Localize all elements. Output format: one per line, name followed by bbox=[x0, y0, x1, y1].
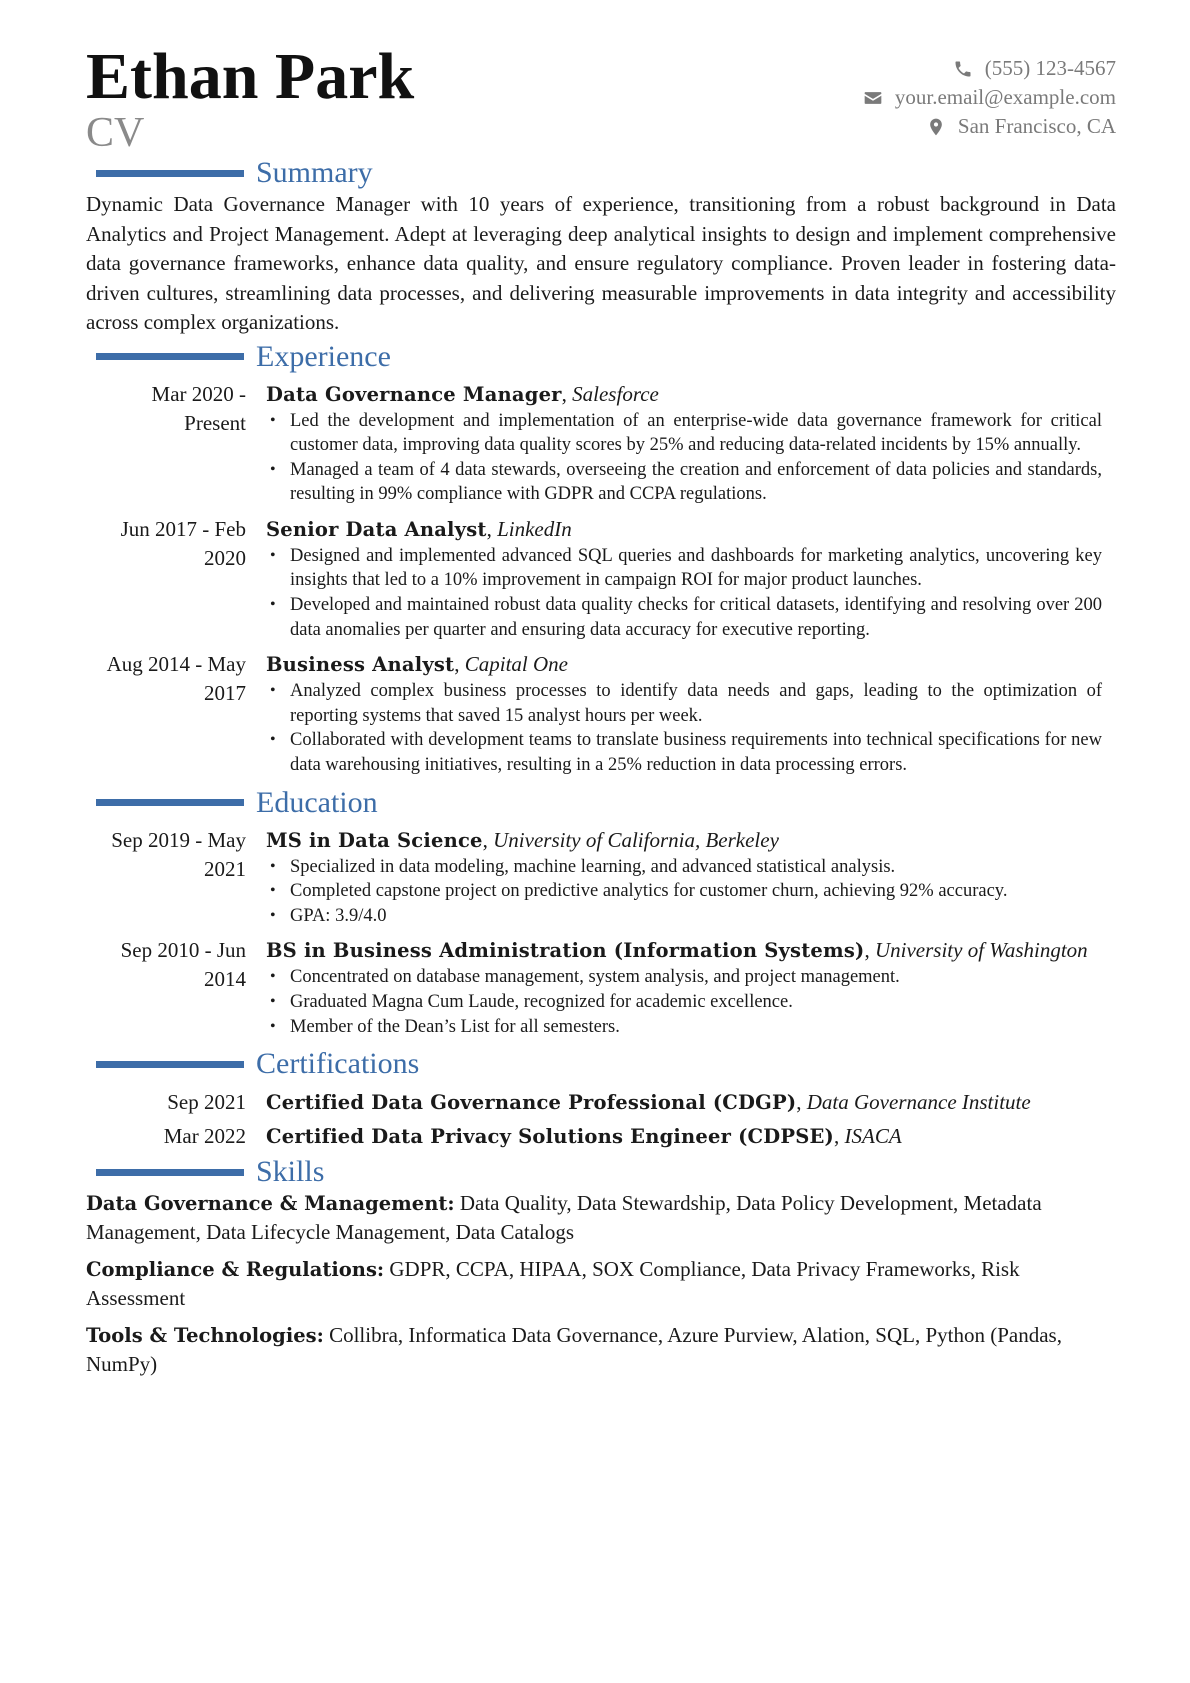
entry-title: Senior Data Analyst, LinkedIn bbox=[266, 516, 572, 541]
resume-header bbox=[86, 40, 1116, 156]
entry-title: Business Analyst, Capital One bbox=[266, 652, 568, 677]
company-name: Salesforce bbox=[572, 381, 659, 406]
list-item: • Concentrated on database management, system analysis, and project management. bbox=[266, 965, 1102, 990]
entry-date: Sep 2021 bbox=[167, 1090, 246, 1115]
summary-heading bbox=[96, 156, 1116, 190]
entry-title: MS in Data Science, University of California, Berkeley bbox=[266, 827, 779, 852]
skill-label: Tools & Technologies: bbox=[86, 1324, 324, 1348]
experience-entry bbox=[86, 515, 1116, 642]
company-name: Capital One bbox=[464, 652, 568, 677]
resume-page bbox=[86, 40, 1116, 1387]
entry-title: Data Governance Manager, Salesforce bbox=[266, 381, 659, 406]
section-title: Certifications bbox=[256, 1047, 420, 1081]
entry-title: Certified Data Governance Professional (CDGP), Data Governance Institute bbox=[266, 1089, 1031, 1114]
contact-location bbox=[863, 112, 1116, 141]
skill-group bbox=[86, 1255, 1116, 1312]
skill-group bbox=[86, 1189, 1116, 1246]
education-heading bbox=[96, 786, 1116, 820]
section-accent-bar bbox=[96, 170, 244, 177]
institution-name: University of Washington bbox=[874, 938, 1088, 963]
entry-date: Sep 2010 - Jun 2014 bbox=[120, 938, 246, 992]
institution-name: University of California, Berkeley bbox=[493, 827, 779, 852]
section-title: Skills bbox=[256, 1155, 325, 1189]
entry-date: Aug 2014 - May 2017 bbox=[106, 652, 246, 706]
skill-value: Data Quality, Data Stewardship, Data Policy Development, Metadata Management, Data Lifecycle Management, Data Catalogs bbox=[86, 1191, 1042, 1245]
entry-date: Mar 2022 bbox=[163, 1124, 246, 1149]
experience-entry bbox=[86, 650, 1116, 777]
certification-entry bbox=[86, 1085, 1116, 1119]
location-text: San Francisco, CA bbox=[957, 114, 1116, 138]
list-item: • Completed capstone project on predictive analytics for customer churn, achieving 92% accuracy. bbox=[266, 879, 1102, 904]
phone-icon bbox=[953, 59, 973, 79]
degree-title: MS in Data Science bbox=[266, 828, 483, 852]
section-accent-bar bbox=[96, 1169, 244, 1176]
education-entry bbox=[86, 936, 1116, 1039]
section-title: Experience bbox=[256, 339, 391, 373]
map-pin-icon bbox=[926, 117, 946, 137]
list-item: • Designed and implemented advanced SQL queries and dashboards for marketing analytics, uncovering key insights that led to a 10% improvement in campaign ROI for major product launches. bbox=[266, 544, 1102, 593]
section-accent-bar bbox=[96, 353, 244, 360]
issuer-name: Data Governance Institute bbox=[806, 1089, 1031, 1114]
certifications-heading bbox=[96, 1047, 1116, 1081]
contact-phone bbox=[863, 54, 1116, 83]
issuer-name: ISACA bbox=[844, 1123, 902, 1148]
experience-heading bbox=[96, 340, 1116, 374]
phone-text[interactable]: (555) 123-4567 bbox=[984, 56, 1116, 80]
skill-group bbox=[86, 1321, 1116, 1378]
section-title: Summary bbox=[256, 156, 373, 189]
section-title: Education bbox=[256, 785, 378, 819]
contact-block bbox=[863, 54, 1116, 141]
education-entry bbox=[86, 826, 1116, 929]
envelope-icon bbox=[863, 88, 883, 108]
section-accent-bar bbox=[96, 799, 244, 806]
list-item: • Member of the Dean’s List for all semesters. bbox=[266, 1015, 1102, 1040]
skill-label: Data Governance & Management: bbox=[86, 1192, 455, 1216]
section-accent-bar bbox=[96, 1061, 244, 1068]
entry-date: Jun 2017 - Feb 2020 bbox=[120, 516, 246, 570]
certification-entry bbox=[86, 1119, 1116, 1153]
job-title: Senior Data Analyst bbox=[266, 517, 487, 541]
skill-label: Compliance & Regulations: bbox=[86, 1258, 385, 1282]
job-title: Data Governance Manager bbox=[266, 382, 562, 406]
entry-date: Sep 2019 - May 2021 bbox=[111, 827, 246, 881]
list-item: • Collaborated with development teams to translate business requirements into technical specifications for new data warehousing initiatives, resulting in a 25% reduction in data processing errors. bbox=[266, 728, 1102, 777]
entry-title: Certified Data Privacy Solutions Engineer (CDPSE), ISACA bbox=[266, 1123, 902, 1148]
list-item: • Managed a team of 4 data stewards, overseeing the creation and enforcement of data policies and standards, resulting in 99% compliance with GDPR and CCPA regulations. bbox=[266, 458, 1102, 507]
entry-date: Mar 2020 - Present bbox=[151, 381, 246, 435]
document-subtitle: CV bbox=[86, 110, 145, 156]
list-item: • GPA: 3.9/4.0 bbox=[266, 904, 1102, 929]
contact-email bbox=[863, 83, 1116, 112]
entry-title: BS in Business Administration (Information Systems), University of Washington bbox=[266, 938, 1088, 963]
skills-heading bbox=[96, 1155, 1116, 1189]
skill-value: Collibra, Informatica Data Governance, Azure Purview, Alation, SQL, Python (Pandas, NumPy) bbox=[86, 1323, 1062, 1377]
certification-title: Certified Data Governance Professional (CDGP) bbox=[266, 1090, 797, 1114]
list-item: • Graduated Magna Cum Laude, recognized for academic excellence. bbox=[266, 990, 1102, 1015]
degree-title: BS in Business Administration (Information Systems) bbox=[266, 939, 865, 963]
person-name: Ethan Park bbox=[86, 40, 415, 113]
list-item: • Developed and maintained robust data quality checks for critical datasets, identifying and resolving over 200 data anomalies per quarter and ensuring data accuracy for executive reporting. bbox=[266, 593, 1102, 642]
list-item: • Specialized in data modeling, machine learning, and advanced statistical analysis. bbox=[266, 855, 1102, 880]
list-item: • Analyzed complex business processes to identify data needs and gaps, leading to the optimization of reporting systems that saved 15 analyst hours per week. bbox=[266, 679, 1102, 728]
skill-value: GDPR, CCPA, HIPAA, SOX Compliance, Data Privacy Frameworks, Risk Assessment bbox=[86, 1257, 1020, 1311]
job-title: Business Analyst bbox=[266, 653, 455, 677]
experience-entry bbox=[86, 380, 1116, 507]
company-name: LinkedIn bbox=[497, 516, 572, 541]
email-link[interactable]: your.email@example.com bbox=[894, 85, 1116, 109]
certification-title: Certified Data Privacy Solutions Engineer (CDPSE) bbox=[266, 1124, 834, 1148]
summary-text: Dynamic Data Governance Manager with 10 years of experience, transitioning from a robust background in Data Analytics and Project Management. Adept at leveraging deep analytical insights to design and implement comprehensive data governance frameworks, enhance data quality, and ensure regulatory compliance. Proven leader in fostering data-driven cultures, streamlining data processes, and delivering measurable improvements in data integrity and accessibility across complex organizations. bbox=[86, 192, 1116, 334]
list-item: • Led the development and implementation of an enterprise-wide data governance framework for critical customer data, improving data quality scores by 25% and reducing data-related incidents by 15% annually. bbox=[266, 409, 1102, 458]
